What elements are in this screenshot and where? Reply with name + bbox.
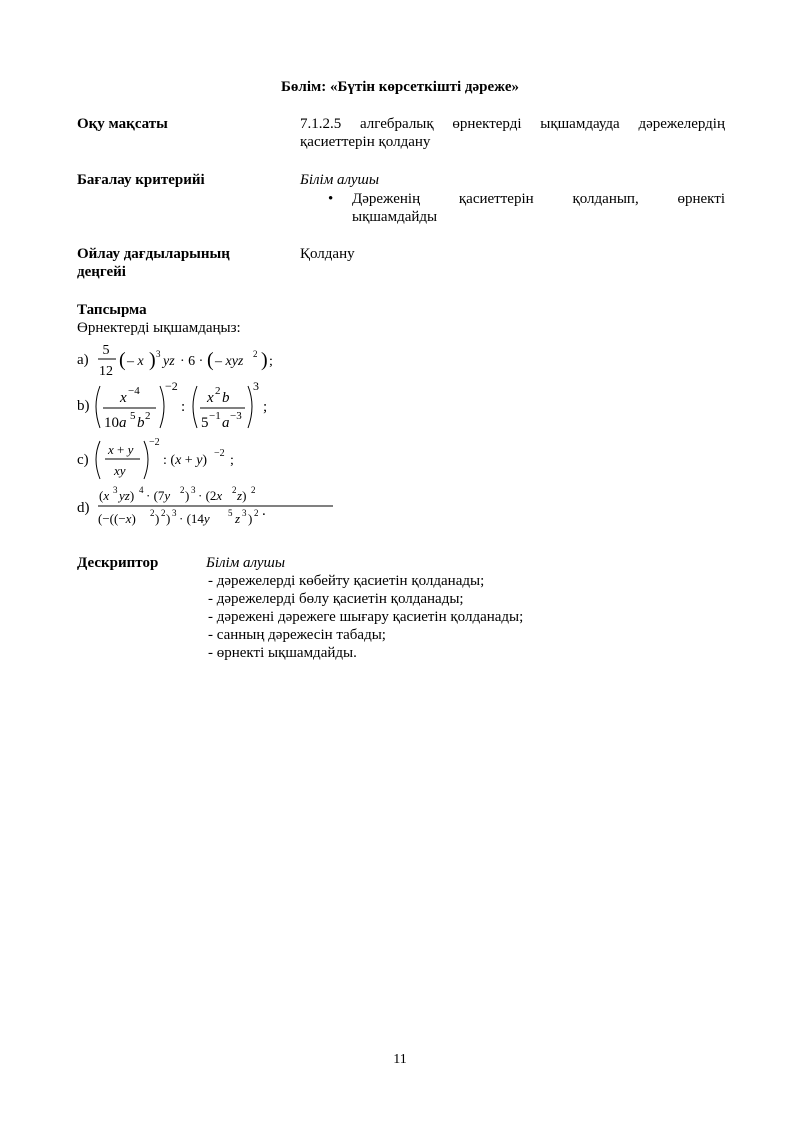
svg-text:3: 3 [156,349,161,359]
svg-text:2: 2 [215,385,221,397]
svg-text:yz): yz) [119,488,135,503]
bullet-word: қасиеттерін [458,191,534,207]
svg-text:z: z [235,511,241,526]
bullet-word: Дәреженің [352,191,421,207]
svg-text:2: 2 [254,508,259,518]
svg-text::: : [181,399,186,415]
task-heading: Тапсырма [77,302,147,318]
thinking-label [77,245,277,281]
svg-text:−2: −2 [165,379,178,393]
svg-text:4: 4 [139,485,144,495]
svg-text:3: 3 [191,485,196,495]
page-number: 11 [393,1052,407,1067]
exercise-a [77,340,297,385]
descriptor-item: - дәрежені дәрежеге шығару қасиетін қолданады; [208,609,524,625]
svg-text:3: 3 [253,379,259,393]
svg-text:2: 2 [253,349,258,359]
bullet-line2: ықшамдайды [352,209,438,225]
exercise-letter: c) [77,452,89,468]
svg-text:12: 12 [99,364,113,379]
descriptor-subtitle: Білім алушы [206,555,286,571]
criteria-subtitle: Білім алушы [300,172,380,188]
formula-a [77,340,297,380]
bullet-dot-icon: • [328,191,334,207]
svg-text:· (7y: · (7y [146,488,171,503]
task-instruction: Өрнектерді ықшамдаңыз: [77,320,241,336]
svg-text:.: . [262,503,266,519]
svg-text:3: 3 [113,485,118,495]
exercise-letter: b) [77,398,90,414]
exercise-b [77,380,317,441]
thinking-label-line2: деңгейі [77,264,126,280]
svg-text:): ) [261,349,268,371]
svg-text:3: 3 [172,508,177,518]
svg-text:2: 2 [180,485,185,495]
svg-text:−3: −3 [230,410,242,422]
svg-text:yz: yz [163,354,175,369]
descriptor-item: - өрнекті ықшамдайды. [208,645,357,661]
formula-d [77,484,337,530]
svg-text:10a: 10a [104,415,127,431]
task-block [77,301,477,337]
svg-text:;: ; [230,453,234,468]
objective-value: 7.1.2.5 алгебралық өрнектерді ықшамдауда дәрежелердің қасиеттерін қолдану [300,116,725,150]
svg-text:(: ( [119,349,126,371]
svg-text:5: 5 [130,410,136,422]
svg-text:x + y: x + y [108,442,134,457]
svg-text:x: x [207,390,214,406]
svg-text:: (x + y): : (x + y) [163,453,208,468]
formula-b [77,380,317,436]
criteria-bullet [300,190,725,226]
svg-text:−1: −1 [209,410,221,422]
svg-text:): ) [149,349,156,371]
svg-text:;: ; [263,399,268,415]
svg-text:a: a [222,415,230,431]
svg-text:xy: xy [114,463,126,478]
svg-text:3: 3 [242,508,247,518]
formula-c [77,437,317,483]
svg-text:– xyz: – xyz [215,354,244,369]
svg-text:): ) [185,488,190,503]
descriptor-item: - санның дәрежесін табады; [208,627,386,643]
objective-label: Оқу мақсаты [77,116,168,132]
svg-text:· (14y: · (14y [179,511,210,526]
svg-text:(: ( [207,349,214,371]
descriptor-item: - дәрежелерді көбейту қасиетін қолданады; [208,573,485,589]
svg-text:· (2x: · (2x [198,488,223,503]
exercise-letter: a) [77,352,89,368]
svg-text:2: 2 [161,508,166,518]
svg-text:;: ; [269,354,273,369]
svg-text:2: 2 [232,485,237,495]
exercise-d [77,484,337,535]
criteria-value [300,171,725,226]
svg-text:): ) [166,511,171,526]
svg-text:5: 5 [228,508,233,518]
page-title: Бөлім: «Бүтін көрсеткішті дәреже» [280,79,519,95]
svg-text:b: b [222,390,230,406]
descriptor-item: - дәрежелерді бөлу қасиетін қолданады; [208,591,464,607]
bullet-word: қолданып, [572,191,639,207]
svg-text:(−((−x): (−((−x) [98,511,136,526]
thinking-value: Қолдану [300,246,355,262]
bullet-word: өрнекті [677,191,725,207]
svg-text:(x: (x [99,488,110,503]
svg-text:· 6 ·: · 6 · [180,354,204,369]
svg-text:−2: −2 [149,437,160,448]
svg-text:): ) [248,511,253,526]
exercise-letter: d) [77,500,90,516]
svg-text:−2: −2 [214,448,225,459]
svg-text:5: 5 [102,343,110,358]
svg-text:5: 5 [201,415,209,431]
criteria-label: Бағалау критерийі [77,172,205,188]
exercise-c [77,437,317,488]
thinking-label-line1: Ойлау дағдыларының [77,246,230,262]
svg-text:2: 2 [251,485,256,495]
svg-text:– x: – x [127,354,144,369]
svg-text:2: 2 [150,508,155,518]
svg-text:z): z) [237,488,247,503]
svg-text:b: b [137,415,145,431]
svg-text:−4: −4 [128,385,140,397]
descriptor-label: Дескриптор [77,555,159,571]
svg-text:2: 2 [145,410,151,422]
svg-text:): ) [155,511,160,526]
svg-text:x: x [120,390,127,406]
descriptor-body [206,554,523,662]
